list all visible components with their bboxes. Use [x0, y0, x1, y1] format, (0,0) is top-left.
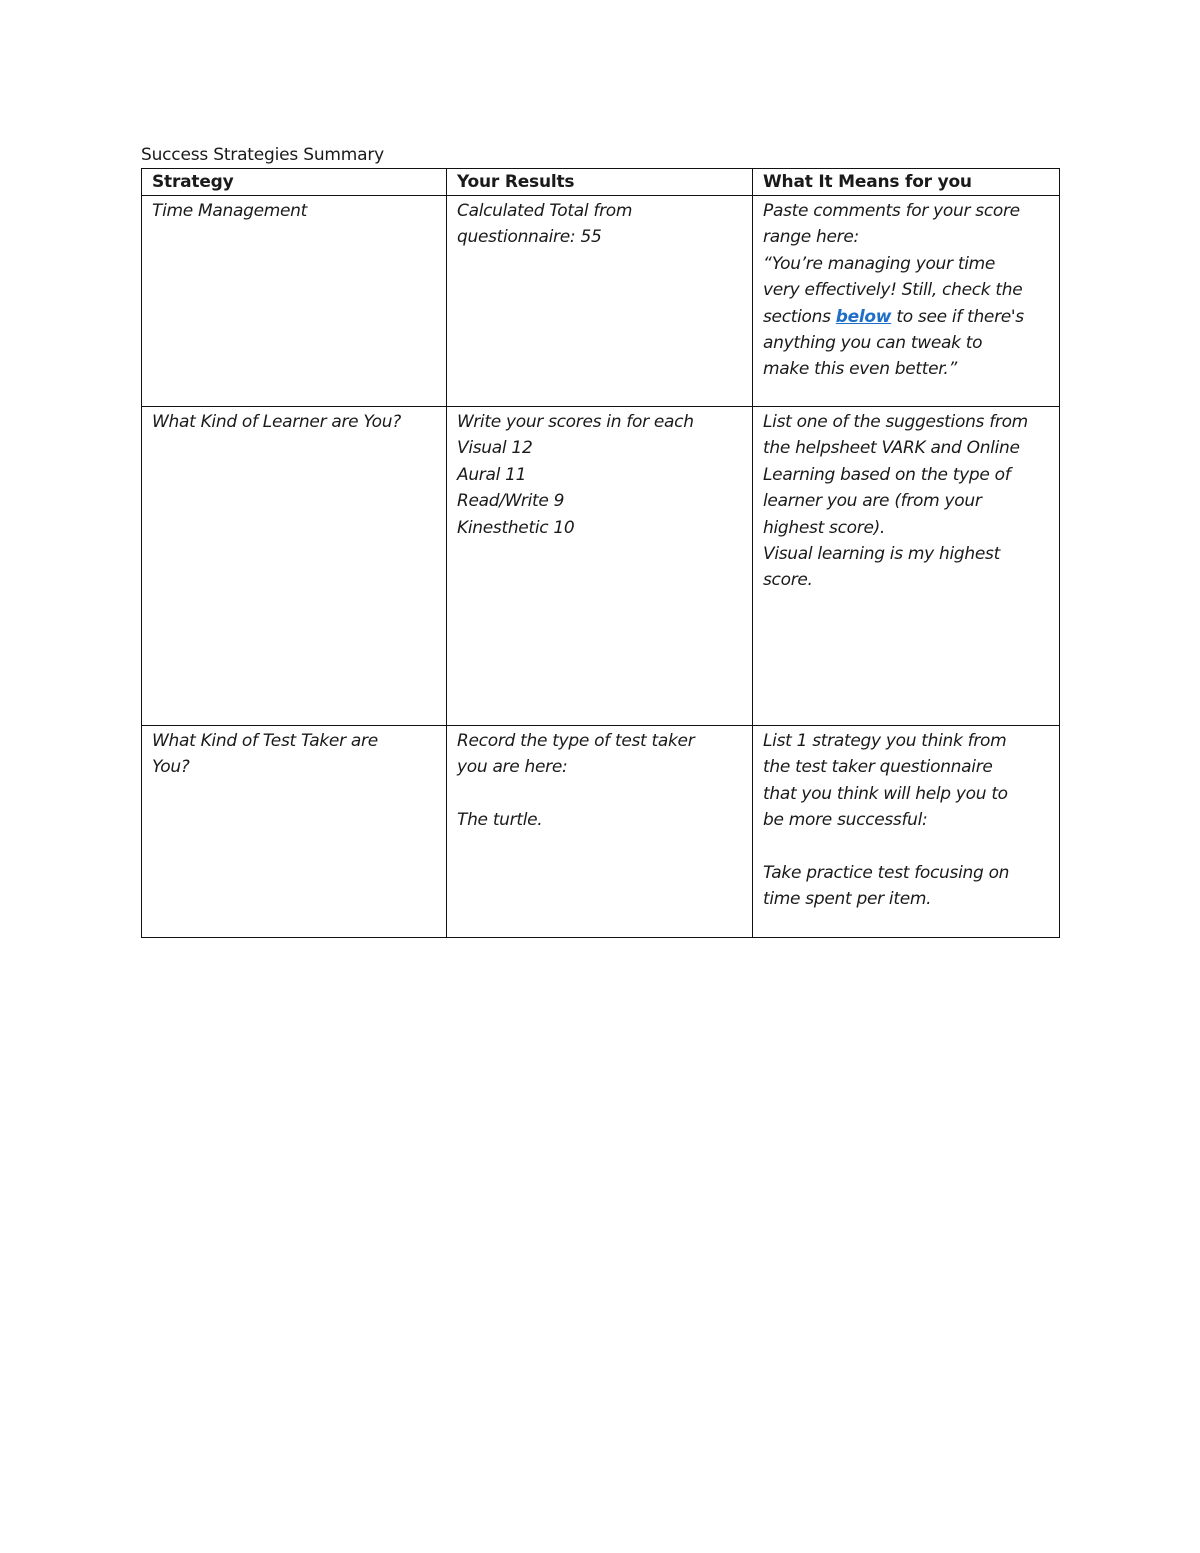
meaning-line: be more successful:: [763, 810, 928, 831]
column-header-what-it-means: What It Means for you: [753, 169, 1060, 196]
link-suffix: to see if there's: [891, 306, 1024, 327]
meaning-line-with-link: [763, 304, 1049, 330]
meaning-line: “You’re managing your time: [763, 253, 996, 274]
results-cell: [447, 407, 753, 726]
table-header-row: [142, 169, 1060, 196]
column-header-strategy: Strategy: [142, 169, 447, 196]
meaning-line: that you think will help you to: [763, 783, 1008, 804]
meaning-cell: [753, 196, 1060, 407]
results-line: Aural 11: [457, 464, 527, 485]
strategy-name-line: You?: [152, 757, 190, 778]
column-header-your-results: Your Results: [447, 169, 753, 196]
results-line: you are here:: [457, 757, 568, 778]
meaning-line: Learning based on the type of: [763, 464, 1011, 485]
results-cell: [447, 196, 753, 407]
results-line: Visual 12: [457, 438, 533, 459]
meaning-line: time spent per item.: [763, 889, 932, 910]
results-line: questionnaire: 55: [457, 227, 602, 248]
strategies-table: [141, 168, 1060, 938]
meaning-line: learner you are (from your: [763, 491, 982, 512]
results-line: Write your scores in for each: [457, 412, 694, 432]
strategy-cell: [142, 196, 447, 407]
table-row-learner-type: [142, 407, 1060, 726]
strategy-name: Time Management: [152, 201, 308, 221]
blank-line: [457, 781, 742, 807]
strategy-name: What Kind of Learner are You?: [152, 412, 401, 432]
meaning-line: make this even better.”: [763, 359, 958, 380]
results-cell: [447, 726, 753, 938]
below-link[interactable]: below: [835, 306, 892, 327]
strategy-cell: [142, 407, 447, 726]
meaning-line: very effectively! Still, check the: [763, 280, 1023, 301]
meaning-line: range here:: [763, 227, 859, 248]
meaning-line: Take practice test focusing on: [763, 863, 1010, 884]
strategy-cell: [142, 726, 447, 938]
meaning-line: the test taker questionnaire: [763, 757, 993, 778]
meaning-line: Paste comments for your score: [763, 201, 1020, 221]
meaning-line: highest score).: [763, 517, 886, 538]
blank-line: [763, 834, 1049, 860]
meaning-line: List 1 strategy you think from: [763, 731, 1007, 751]
results-line: Kinesthetic 10: [457, 517, 575, 538]
results-line: Read/Write 9: [457, 491, 565, 512]
meaning-line: anything you can tweak to: [763, 333, 983, 354]
link-prefix: sections: [763, 306, 836, 327]
results-line: Record the type of test taker: [457, 731, 695, 751]
meaning-cell: [753, 726, 1060, 938]
meaning-line: Visual learning is my highest: [763, 544, 1000, 565]
meaning-line: List one of the suggestions from: [763, 412, 1028, 432]
results-line: Calculated Total from: [457, 201, 633, 221]
meaning-line: the helpsheet VARK and Online: [763, 438, 1020, 459]
table-row-test-taker: [142, 726, 1060, 938]
strategy-name-line: What Kind of Test Taker are: [152, 731, 378, 751]
meaning-cell: [753, 407, 1060, 726]
meaning-line: score.: [763, 570, 813, 591]
document-title: Success Strategies Summary: [141, 145, 385, 165]
table-row-time-management: [142, 196, 1060, 407]
results-line: The turtle.: [457, 810, 543, 831]
